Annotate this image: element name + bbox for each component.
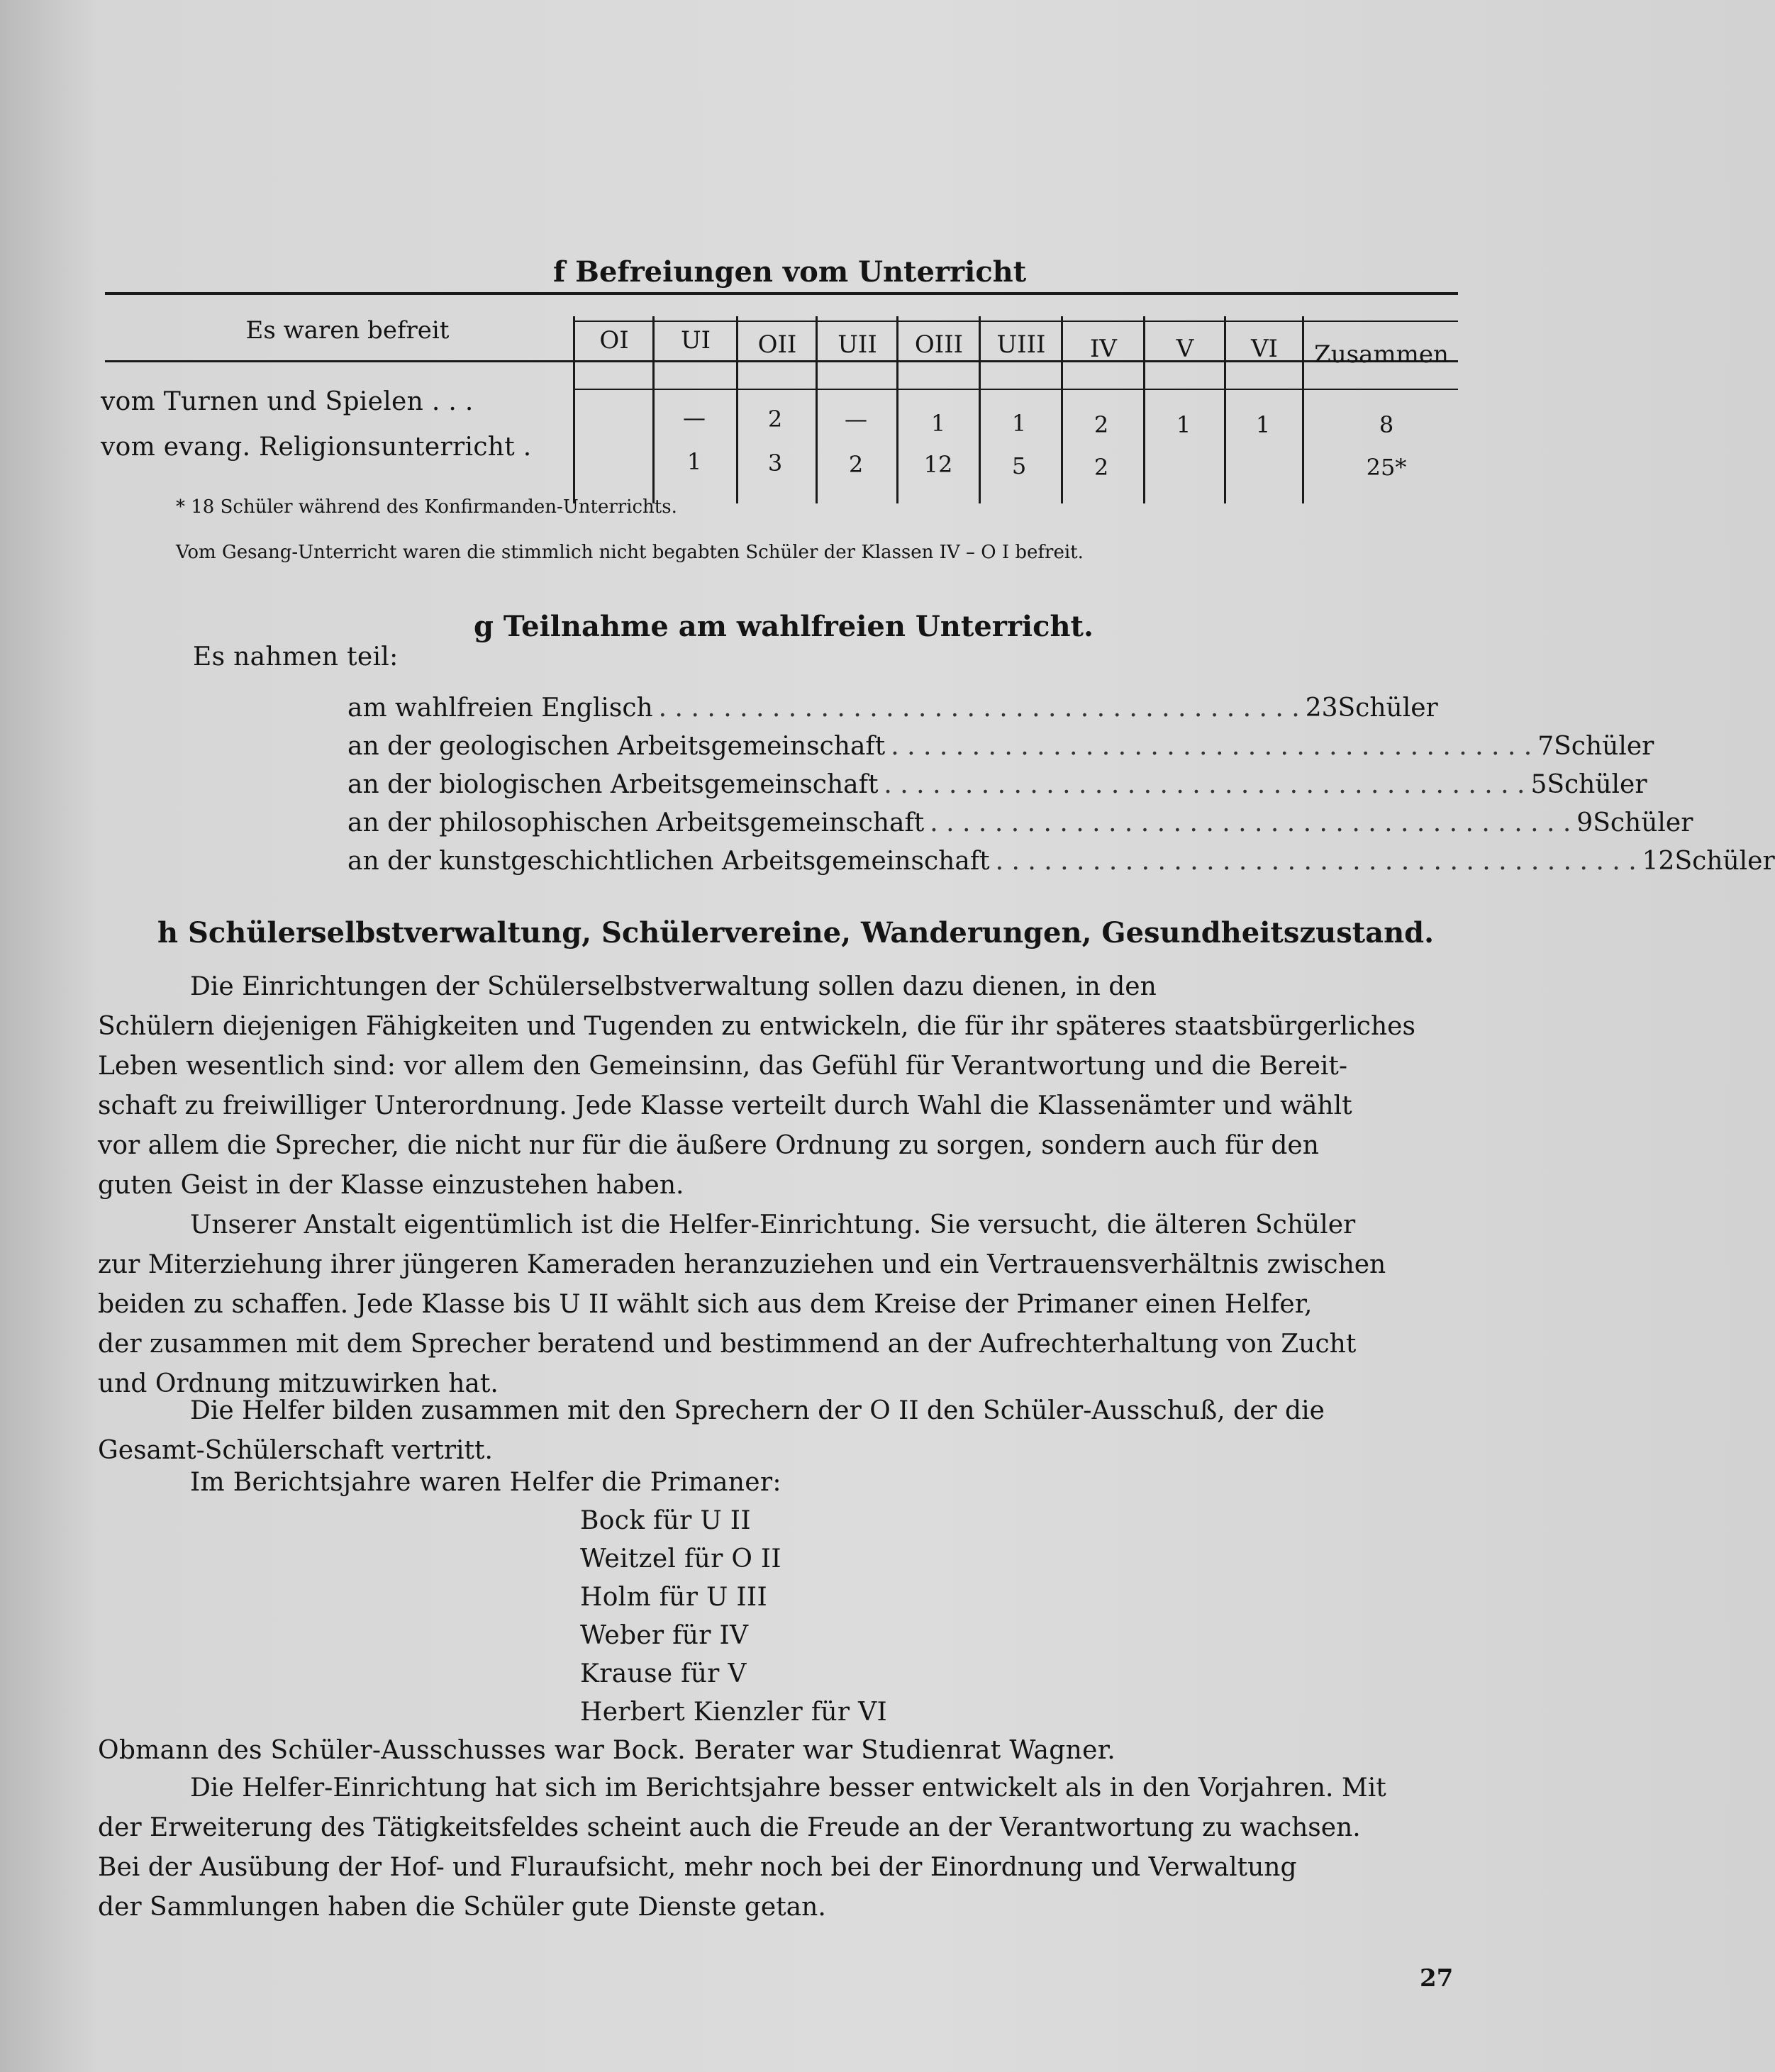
table-column-header: UIII	[996, 330, 1046, 359]
table-col-divider	[1143, 316, 1145, 503]
table-body-top-rule	[573, 389, 1458, 390]
list-item	[347, 694, 1438, 723]
list-item	[347, 770, 1647, 799]
text-line: schaft zu freiwilliger Unterordnung. Jede Klasse verteilt durch Wahl die Klassenämter und wählt	[98, 1091, 1352, 1120]
table-col-divider	[652, 316, 655, 503]
table-row-label: vom evang. Religionsunterricht .	[101, 433, 532, 462]
helper-entry: Weber für IV	[580, 1621, 749, 1650]
table-cell: —	[845, 406, 867, 433]
text-line: Bei der Ausübung der Hof- und Fluraufsicht, mehr noch bei der Einordnung und Verwaltung	[98, 1853, 1297, 1882]
table-cell: 12	[923, 451, 953, 478]
text-line: Unserer Anstalt eigentümlich ist die Helfer-Einrichtung. Sie versucht, die älteren Schüler	[190, 1210, 1356, 1240]
table-column-header: OIII	[914, 330, 964, 359]
table-column-header: OII	[757, 330, 797, 359]
paragraph	[98, 1205, 1454, 1404]
leader-dots: . . . . . . . . . . . . . . . . . . . . . . . . . . . . . . . . . . . . . . . .	[891, 732, 1532, 761]
table-col-divider	[1224, 316, 1226, 503]
participation-label: an der kunstgeschichtlichen Arbeitsgemeinschaft	[347, 847, 990, 876]
table-cell: 2	[1094, 454, 1109, 481]
leader-dots: . . . . . . . . . . . . . . . . . . . . . . . . . . . . . . . . . . . . . . . .	[995, 847, 1637, 876]
table-column-header: UI	[680, 326, 711, 355]
table-cell: 1	[1176, 411, 1191, 438]
text-line: zur Miterziehung ihrer jüngeren Kameraden heranzuziehen und ein Vertrauensverhältnis zwischen	[98, 1250, 1386, 1279]
table-cell-total: 25*	[1366, 454, 1407, 481]
table-column-header: UII	[838, 330, 877, 359]
table-cell: 1	[930, 410, 946, 437]
participation-count: 9	[1576, 808, 1593, 837]
helper-entry: Weitzel für O II	[580, 1544, 781, 1574]
table-col-divider	[1302, 316, 1304, 503]
table-cell: 1	[1255, 411, 1271, 438]
participation-count: 5	[1530, 770, 1547, 799]
leader-dots: . . . . . . . . . . . . . . . . . . . . . . . . . . . . . . . . . . . . . . . .	[658, 694, 1300, 723]
participation-count: 12	[1642, 847, 1675, 876]
table-cell: 1	[686, 448, 702, 475]
table-cell: —	[683, 404, 706, 431]
table-cell: 3	[767, 450, 783, 477]
list-item	[347, 732, 1654, 761]
table-column-header: VI	[1251, 335, 1278, 363]
participation-unit: Schüler	[1593, 808, 1693, 837]
paragraph	[98, 967, 1454, 1205]
text-line: beiden zu schaffen. Jede Klasse bis U II wählt sich aus dem Kreise der Primaner einen Helfer,	[98, 1290, 1313, 1319]
section-g-intro: Es nahmen teil:	[193, 642, 399, 672]
table-header-top-rule	[573, 321, 1458, 322]
obmann-line: Obmann des Schüler-Ausschusses war Bock. Berater war Studienrat Wagner.	[98, 1736, 1115, 1765]
table-cell-total: 8	[1379, 411, 1394, 438]
text-line: guten Geist in der Klasse einzustehen haben.	[98, 1171, 684, 1200]
participation-count: 7	[1537, 732, 1554, 761]
text-line: vor allem die Sprecher, die nicht nur für die äußere Ordnung zu sorgen, sondern auch für den	[98, 1131, 1319, 1160]
paragraph	[98, 1769, 1454, 1927]
participation-unit: Schüler	[1337, 694, 1438, 723]
participation-label: an der biologischen Arbeitsgemeinschaft	[347, 770, 879, 799]
leader-dots: . . . . . . . . . . . . . . . . . . . . . . . . . . . . . . . . . . . . . . . .	[884, 770, 1525, 799]
table-row-label: vom Turnen und Spielen . . .	[101, 387, 474, 416]
table-cell: 2	[767, 406, 783, 433]
leader-dots: . . . . . . . . . . . . . . . . . . . . . . . . . . . . . . . . . . . . . . . .	[930, 808, 1571, 837]
participation-label: an der geologischen Arbeitsgemeinschaft	[347, 732, 886, 761]
table-cell: 5	[1011, 452, 1027, 479]
section-g-heading: g Teilnahme am wahlfreien Unterricht.	[474, 610, 1094, 643]
table-column-header: Zusammen	[1314, 340, 1449, 369]
text-line: Schülern diejenigen Fähigkeiten und Tugenden zu entwickeln, die für ihr späteres staatsbürgerliches	[98, 1012, 1415, 1041]
table-column-header: IV	[1090, 335, 1117, 363]
helpers-intro: Im Berichtsjahre waren Helfer die Primaner:	[190, 1468, 781, 1497]
text-line: der Sammlungen haben die Schüler gute Dienste getan.	[98, 1893, 826, 1922]
helper-entry: Krause für V	[580, 1659, 747, 1688]
participation-unit: Schüler	[1554, 732, 1654, 761]
table-col-divider	[896, 316, 898, 503]
paragraph	[98, 1391, 1454, 1471]
section-f-heading: f Befreiungen vom Unterricht	[553, 255, 1027, 289]
text-line: Die Helfer-Einrichtung hat sich im Berichtsjahre besser entwickelt als in den Vorjahren. Mit	[190, 1773, 1386, 1803]
table-top-rule	[105, 292, 1458, 295]
list-item	[347, 808, 1693, 837]
table-cell: 2	[1094, 411, 1109, 438]
participation-count: 23	[1305, 694, 1338, 723]
section-h-heading: h Schülerselbstverwaltung, Schülervereine, Wanderungen, Gesundheitszustand.	[157, 916, 1435, 949]
table-column-header: OI	[599, 326, 629, 355]
table-col-divider	[573, 316, 575, 503]
table-corner-label: Es waren befreit	[245, 316, 450, 345]
participation-label: am wahlfreien Englisch	[347, 694, 653, 723]
text-line: Leben wesentlich sind: vor allem den Gemeinsinn, das Gefühl für Verantwortung und die Bereit-	[98, 1052, 1348, 1081]
helper-entry: Herbert Kienzler für VI	[580, 1698, 887, 1727]
text-line: der Erweiterung des Tätigkeitsfeldes scheint auch die Freude an der Verantwortung zu wachsen.	[98, 1813, 1361, 1842]
table-column-header: V	[1176, 335, 1194, 363]
table-cell: 2	[848, 451, 864, 478]
participation-label: an der philosophischen Arbeitsgemeinschaft	[347, 808, 925, 837]
text-line: der zusammen mit dem Sprecher beratend und bestimmend an der Aufrechterhaltung von Zucht	[98, 1330, 1357, 1359]
helper-entry: Holm für U III	[580, 1583, 767, 1612]
helper-entry: Bock für U II	[580, 1506, 751, 1535]
text-line: Gesamt-Schülerschaft vertritt.	[98, 1436, 493, 1465]
list-item	[347, 847, 1775, 876]
participation-unit: Schüler	[1674, 847, 1775, 876]
text-line: Die Helfer bilden zusammen mit den Sprechern der O II den Schüler-Ausschuß, der die	[190, 1396, 1325, 1425]
footnote: * 18 Schüler während des Konfirmanden-Unterrichts.	[176, 496, 677, 518]
footnote: Vom Gesang-Unterricht waren die stimmlich nicht begabten Schüler der Klassen IV – O I befreit.	[176, 542, 1084, 563]
text-line: Die Einrichtungen der Schülerselbstverwaltung sollen dazu dienen, in den	[190, 972, 1157, 1001]
participation-unit: Schüler	[1547, 770, 1647, 799]
table-cell: 1	[1011, 410, 1027, 437]
page-number: 27	[1420, 1964, 1454, 1993]
text-line: und Ordnung mitzuwirken hat.	[98, 1369, 499, 1398]
